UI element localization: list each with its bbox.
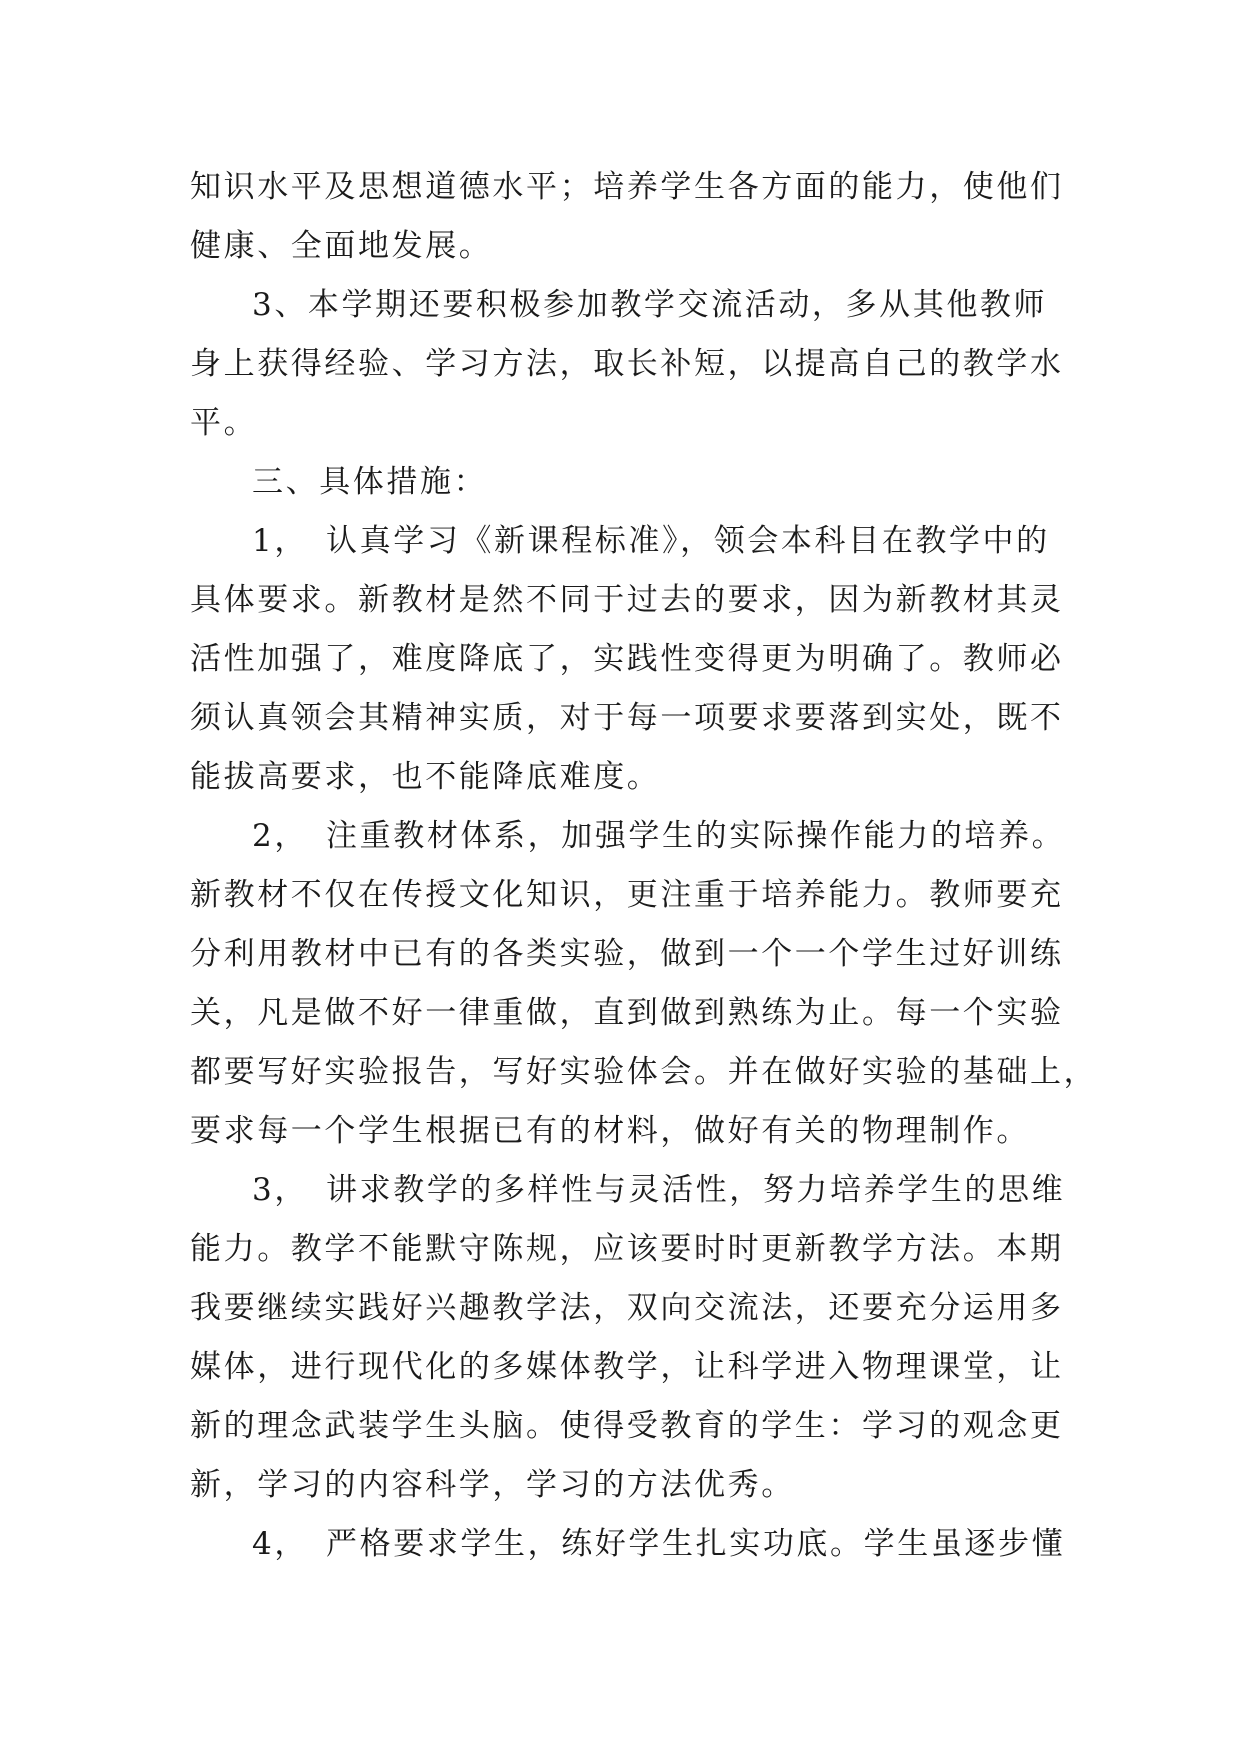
text-line: 新教材不仅在传授文化知识，更注重于培养能力。教师要充 bbox=[190, 877, 1064, 913]
text-line: 能拔高要求，也不能降底难度。 bbox=[190, 759, 661, 795]
text-line: 分利用教材中已有的各类实验，做到一个一个学生过好训练 bbox=[190, 936, 1064, 972]
text-line: 新，学习的内容科学，学习的方法优秀。 bbox=[190, 1467, 795, 1503]
text-line: 知识水平及思想道德水平；培养学生各方面的能力，使他们 bbox=[190, 169, 1064, 205]
text-line: 关，凡是做不好一律重做，直到做到熟练为止。每一个实验 bbox=[190, 995, 1064, 1031]
text-line: 活性加强了，难度降底了，实践性变得更为明确了。教师必 bbox=[190, 641, 1064, 677]
text-line: 身上获得经验、学习方法，取长补短，以提高自己的教学水 bbox=[190, 346, 1064, 382]
text-line: 要求每一个学生根据已有的材料，做好有关的物理制作。 bbox=[190, 1113, 1030, 1149]
text-line: 4， 严格要求学生，练好学生扎实功底。学生虽逐步懂 bbox=[252, 1526, 1066, 1562]
text-line: 健康、全面地发展。 bbox=[190, 228, 493, 264]
text-line: 能力。教学不能默守陈规，应该要时时更新教学方法。本期 bbox=[190, 1231, 1064, 1267]
text-line: 媒体，进行现代化的多媒体教学，让科学进入物理课堂，让 bbox=[190, 1349, 1064, 1385]
text-line: 3， 讲求教学的多样性与灵活性，努力培养学生的思维 bbox=[252, 1172, 1066, 1208]
text-line: 1， 认真学习《新课程标准》，领会本科目在教学中的 bbox=[252, 523, 1050, 559]
document-body bbox=[190, 158, 1098, 1574]
text-line: 新的理念武装学生头脑。使得受教育的学生：学习的观念更 bbox=[190, 1408, 1064, 1444]
text-line: 具体要求。新教材是然不同于过去的要求，因为新教材其灵 bbox=[190, 582, 1064, 618]
text-line: 2， 注重教材体系，加强学生的实际操作能力的培养。 bbox=[252, 818, 1066, 854]
section-heading: 三、具体措施： bbox=[252, 464, 488, 500]
text-line: 都要写好实验报告，写好实验体会。并在做好实验的基础上， bbox=[190, 1054, 1098, 1090]
text-line: 我要继续实践好兴趣教学法，双向交流法，还要充分运用多 bbox=[190, 1290, 1064, 1326]
text-line: 须认真领会其精神实质，对于每一项要求要落到实处，既不 bbox=[190, 700, 1064, 736]
text-line: 平。 bbox=[190, 405, 258, 441]
text-line: 3、本学期还要积极参加教学交流活动，多从其他教师 bbox=[252, 287, 1048, 323]
